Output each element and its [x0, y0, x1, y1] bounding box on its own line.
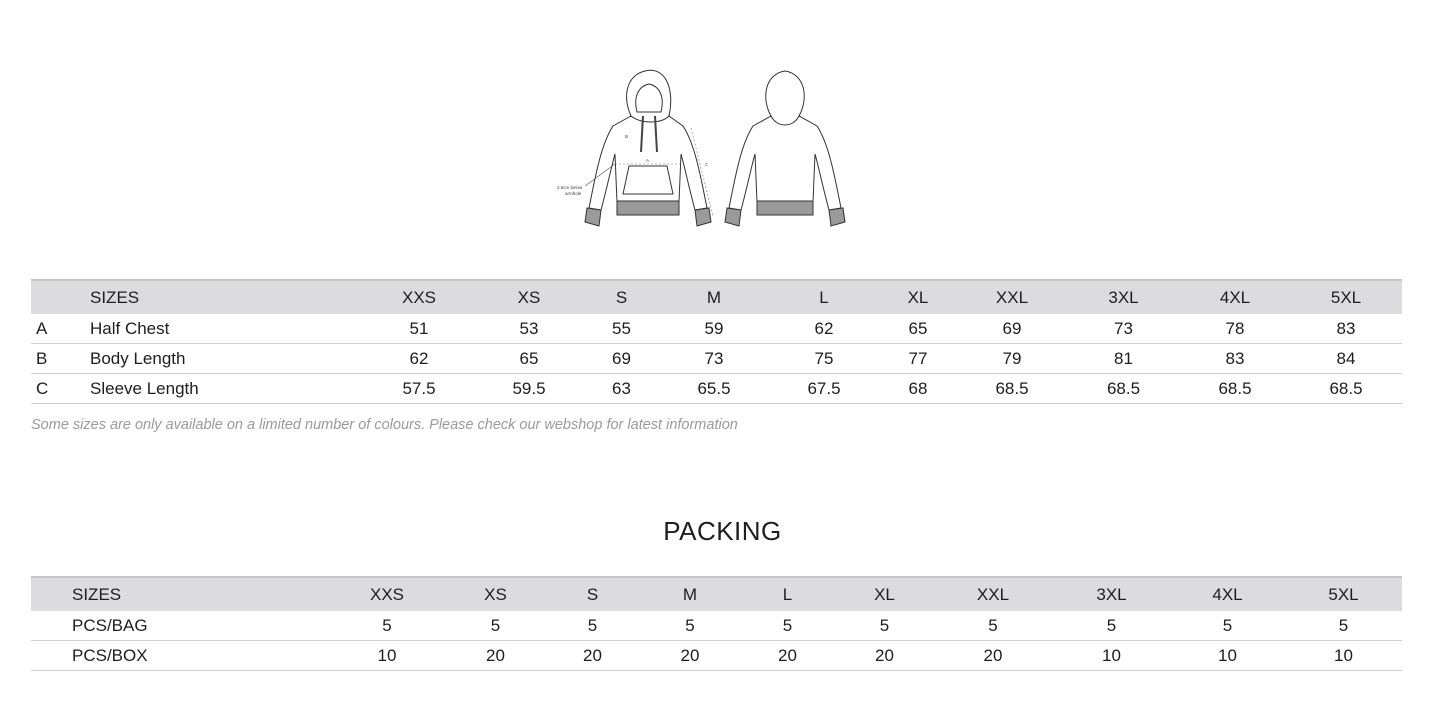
- front-left-cuff: [585, 208, 601, 226]
- cell-value: 5: [933, 611, 1053, 641]
- header-size: XXL: [995, 287, 1029, 307]
- cell-value: 83: [1180, 344, 1290, 374]
- table-row: [31, 374, 1402, 404]
- row-letter: C: [31, 374, 90, 404]
- cell-value: 73: [659, 344, 769, 374]
- size-table: [31, 279, 1402, 404]
- cell-value: 20: [641, 641, 739, 671]
- cell-value: 68.5: [1290, 374, 1402, 404]
- cell-value: 5: [641, 611, 739, 641]
- header-size: M: [706, 287, 722, 307]
- cell-value: 65: [474, 344, 584, 374]
- cell-value: 84: [1290, 344, 1402, 374]
- table-row: [31, 641, 1402, 671]
- header-size: XS: [517, 287, 541, 307]
- cell-value: 68: [879, 374, 957, 404]
- header-empty: [31, 280, 90, 314]
- cell-value: 10: [327, 641, 447, 671]
- front-pocket: [623, 166, 673, 194]
- header-size: XXS: [369, 584, 405, 604]
- table-row: [31, 344, 1402, 374]
- cell-value: 20: [836, 641, 933, 671]
- cell-value: 62: [769, 314, 879, 344]
- cell-value: 63: [584, 374, 659, 404]
- cell-value: 20: [447, 641, 544, 671]
- cell-value: 62: [364, 344, 474, 374]
- header-size: 3XL: [1096, 584, 1127, 604]
- header-size: XL: [874, 584, 895, 604]
- table-row: [31, 611, 1402, 641]
- header-size: 4XL: [1212, 584, 1243, 604]
- row-label: Sleeve Length: [90, 374, 364, 404]
- header-size: 5XL: [1328, 584, 1359, 604]
- row-label: Half Chest: [90, 314, 364, 344]
- row-spacer: [31, 641, 72, 671]
- cell-value: 20: [933, 641, 1053, 671]
- header-size: 5XL: [1330, 287, 1362, 307]
- label-c: C: [705, 162, 709, 167]
- back-hood: [766, 71, 805, 116]
- packing-table-header: [31, 577, 1402, 611]
- row-letter: B: [31, 344, 90, 374]
- armhole-note-line2: armhole: [565, 191, 582, 196]
- armhole-note-line1: 2.5cm below: [557, 185, 583, 190]
- header-size: XL: [907, 287, 929, 307]
- cell-value: 10: [1053, 641, 1170, 671]
- cell-value: 69: [584, 344, 659, 374]
- header-size: L: [819, 287, 829, 307]
- back-left-cuff: [725, 208, 741, 226]
- cell-value: 59.5: [474, 374, 584, 404]
- cell-value: 81: [1067, 344, 1180, 374]
- cell-value: 78: [1180, 314, 1290, 344]
- back-waistband: [757, 201, 813, 215]
- cell-value: 68.5: [1067, 374, 1180, 404]
- cell-value: 20: [739, 641, 836, 671]
- cell-value: 5: [327, 611, 447, 641]
- packing-table: [31, 576, 1402, 671]
- cell-value: 68.5: [957, 374, 1067, 404]
- cell-value: 57.5: [364, 374, 474, 404]
- cell-value: 5: [544, 611, 641, 641]
- cell-value: 73: [1067, 314, 1180, 344]
- header-size: M: [682, 584, 698, 604]
- front-waistband: [617, 201, 679, 215]
- cell-value: 59: [659, 314, 769, 344]
- cell-value: 77: [879, 344, 957, 374]
- cell-value: 10: [1170, 641, 1285, 671]
- cell-value: 5: [1170, 611, 1285, 641]
- cell-value: 5: [447, 611, 544, 641]
- cell-value: 69: [957, 314, 1067, 344]
- header-size: XXS: [401, 287, 437, 307]
- header-sizes-label: SIZES: [72, 584, 122, 604]
- row-label: PCS/BOX: [72, 641, 327, 671]
- row-label: Body Length: [90, 344, 364, 374]
- header-size: XS: [484, 584, 507, 604]
- cell-value: 5: [836, 611, 933, 641]
- header-size: L: [782, 584, 793, 604]
- cell-value: 5: [1053, 611, 1170, 641]
- cell-value: 20: [544, 641, 641, 671]
- header-size: S: [586, 584, 599, 604]
- cell-value: 83: [1290, 314, 1402, 344]
- cell-value: 51: [364, 314, 474, 344]
- cell-value: 5: [739, 611, 836, 641]
- header-size: XXL: [976, 584, 1010, 604]
- hoodie-technical-drawing: [555, 68, 855, 230]
- row-label: PCS/BAG: [72, 611, 327, 641]
- table-row: [31, 314, 1402, 344]
- header-size: 3XL: [1108, 287, 1139, 307]
- header-empty: [31, 577, 72, 611]
- packing-title: PACKING: [663, 516, 782, 546]
- front-body: [589, 116, 707, 210]
- cell-value: 79: [957, 344, 1067, 374]
- label-a: A: [646, 158, 650, 163]
- header-sizes-label: SIZES: [90, 287, 140, 307]
- cell-value: 67.5: [769, 374, 879, 404]
- back-right-cuff: [829, 208, 845, 226]
- row-spacer: [31, 611, 72, 641]
- header-size: S: [615, 287, 628, 307]
- cell-value: 68.5: [1180, 374, 1290, 404]
- row-letter: A: [31, 314, 90, 344]
- cell-value: 75: [769, 344, 879, 374]
- cell-value: 65: [879, 314, 957, 344]
- back-body: [729, 116, 841, 210]
- cell-value: 53: [474, 314, 584, 344]
- cell-value: 5: [1285, 611, 1402, 641]
- cell-value: 10: [1285, 641, 1402, 671]
- front-right-cuff: [695, 208, 711, 226]
- size-table-header: [31, 280, 1402, 314]
- availability-note: Some sizes are only available on a limited number of colours. Please check our webshop for latest information: [31, 417, 738, 433]
- cell-value: 65.5: [659, 374, 769, 404]
- cell-value: 55: [584, 314, 659, 344]
- header-size: 4XL: [1219, 287, 1251, 307]
- label-b: B: [625, 134, 629, 139]
